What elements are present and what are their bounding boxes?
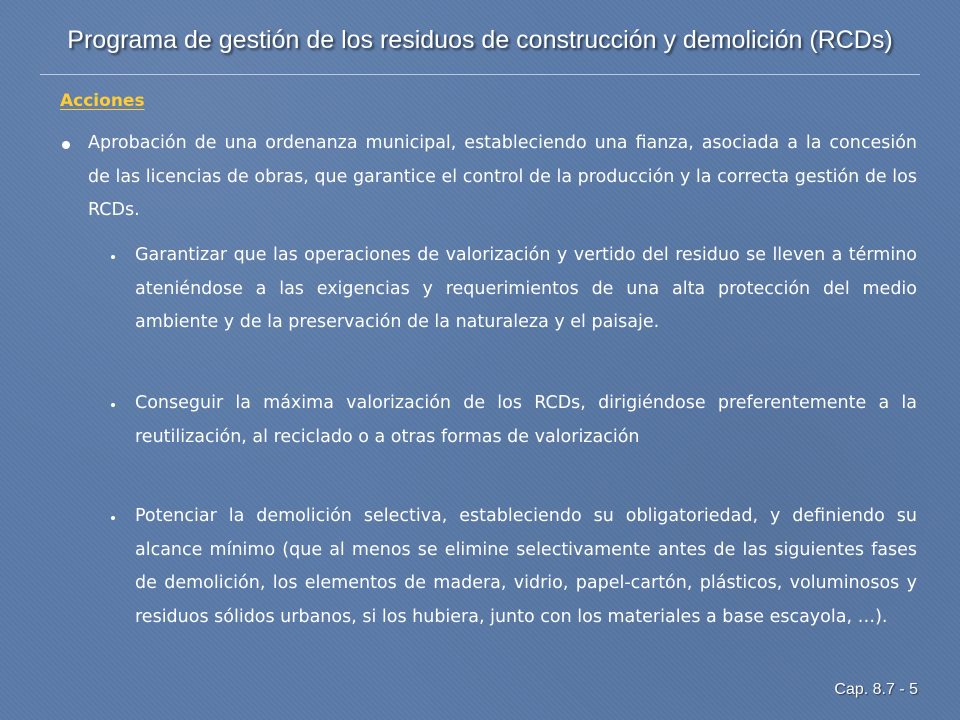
sub-point-1: Garantizar que las operaciones de valorización y vertido del residuo se lleven a término ateniéndose a las exigencias y requerimientos de una alta protección del medio ambiente y de la preservación de la naturaleza y el paisaje.	[135, 245, 917, 332]
sub-point-3: Potenciar la demolición selectiva, estableciendo su obligatoriedad, y definiendo su alcance mínimo (que al menos se elimine selectivamente antes de las siguientes fases de demolición, los elementos de madera, vidrio, papel-cartón, plásticos, voluminosos y residuos sólidos urbanos, si los hubiera, junto con los materiales a base escayola, …).	[135, 506, 917, 627]
sub-bullet-icon	[111, 403, 115, 407]
slide-title: Programa de gestión de los residuos de construcción y demolición (RCDs)	[67, 26, 893, 54]
main-point: Aprobación de una ordenanza municipal, estableciendo una fianza, asociada a la concesión de las licencias de obras, que garantice el control de la producción y la correcta gestión de los RCDs.	[88, 133, 917, 220]
sub-bullet-icon	[111, 255, 115, 259]
page-number: Cap. 8.7 - 5	[834, 681, 918, 698]
section-heading: Acciones	[60, 91, 145, 111]
sub-point-2: Conseguir la máxima valorización de los RCDs, dirigiéndose preferentemente a la reutilización, al reciclado o a otras formas de valorización	[135, 393, 917, 447]
bullet-icon	[62, 141, 70, 149]
title-divider	[40, 74, 920, 75]
sub-bullet-icon	[111, 516, 115, 520]
